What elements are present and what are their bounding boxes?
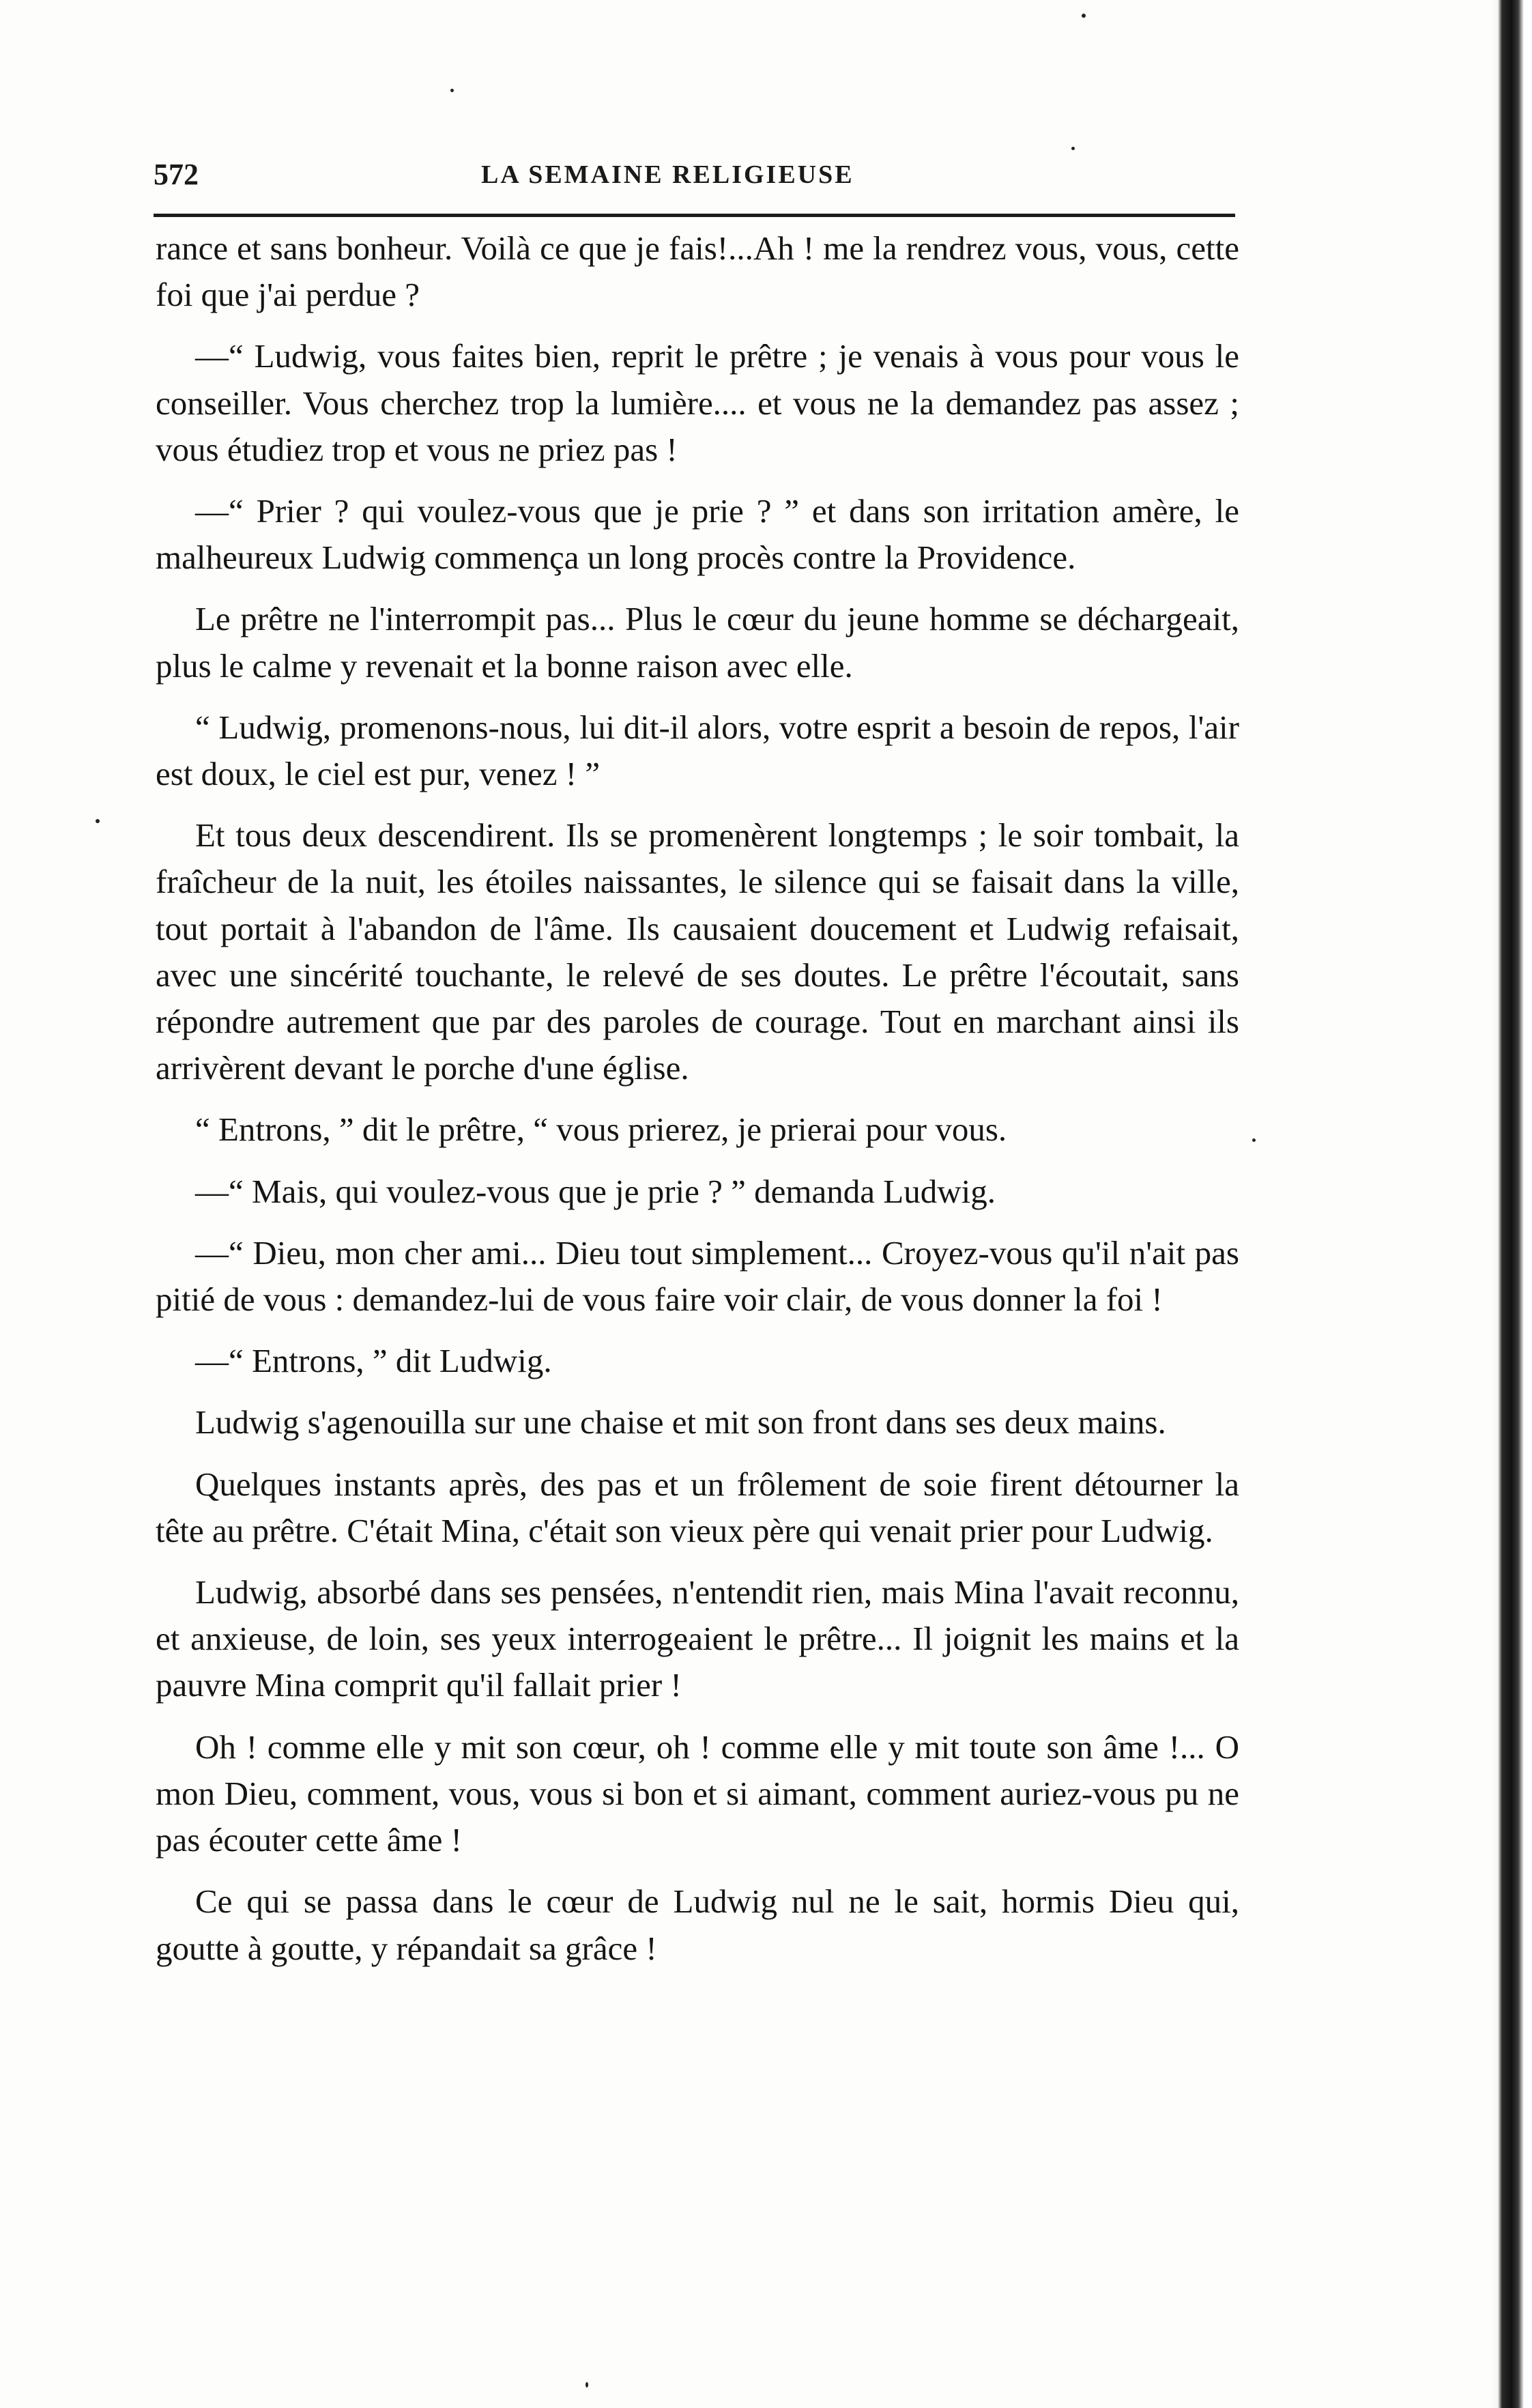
paragraph: —“ Dieu, mon cher ami... Dieu tout simplement... Croyez-vous qu'il n'ait pas pitié de vous : demandez-lui de vous faire voir clair, de vous donner la foi ! [156,1233,1239,1319]
paragraph: Ludwig, absorbé dans ses pensées, n'entendit rien, mais Mina l'avait reconnu, et anxieuse, de loin, ses yeux interrogeaient le prêtre... Il joignit les mains et la pauvre Mina comprit qu'il fallait prier ! [156,1573,1239,1704]
print-speck [450,89,454,92]
paragraph: Ce qui se passa dans le cœur de Ludwig nul ne le sait, hormis Dieu qui, goutte à goutte, y répandait sa grâce ! [156,1882,1239,1967]
page-number: 572 [154,158,199,191]
header-rule [154,214,1235,217]
body-text [156,225,1239,1987]
print-speck [586,2382,588,2388]
paragraph: Quelques instants après, des pas et un frôlement de soie firent détourner la tête au prêtre. C'était Mina, c'était son vieux père qui venait prier pour Ludwig. [156,1465,1239,1549]
print-speck [1071,147,1075,150]
paragraph: rance et sans bonheur. Voilà ce que je fais!...Ah ! me la rendrez vous, vous, cette foi que j'ai perdue ? [156,229,1239,314]
paragraph: —“ Mais, qui voulez-vous que je prie ? ” demanda Ludwig. [195,1172,996,1210]
print-speck [1252,1138,1256,1142]
paragraph: “ Entrons, ” dit le prêtre, “ vous prierez, je prierai pour vous. [195,1110,1007,1149]
paragraph: —“ Entrons, ” dit Ludwig. [195,1342,552,1380]
running-title: LA SEMAINE RELIGIEUSE [481,160,854,189]
print-speck [96,819,100,823]
page-binding-edge [1491,0,1532,2408]
paragraph: Ludwig s'agenouilla sur une chaise et mit son front dans ses deux mains. [195,1403,1166,1442]
paragraph: —“ Ludwig, vous faites bien, reprit le prêtre ; je venais à vous pour vous le conseiller. Vous cherchez trop la lumière.... et vous ne la demandez pas assez ; vous étudiez trop et vous ne priez pas ! [156,337,1239,468]
paragraph: Oh ! comme elle y mit son cœur, oh ! comme elle y mit toute son âme !... O mon Dieu, comment, vous, vous si bon et si aimant, comment auriez-vous pu ne pas écouter cette âme ! [156,1728,1239,1859]
print-speck [1082,14,1086,18]
paragraph: —“ Prier ? qui voulez-vous que je prie ? ” et dans son irritation amère, le malheureux Ludwig commença un long procès contre la Providence. [156,492,1239,577]
paragraph: “ Ludwig, promenons-nous, lui dit-il alors, votre esprit a besoin de repos, l'air est doux, le ciel est pur, venez ! ” [156,708,1239,793]
paragraph: Et tous deux descendirent. Ils se promenèrent longtemps ; le soir tombait, la fraîcheur de la nuit, les étoiles naissantes, le silence qui se faisait dans la ville, tout portait à l'abandon de l'âme. Ils causaient doucement et Ludwig refaisait, avec une sincérité touchante, le relevé de ses doutes. Le prêtre l'écoutait, sans répondre autrement que par des paroles de courage. Tout en marchant ainsi ils arrivèrent devant le porche d'une église. [156,816,1239,1087]
paragraph: Le prêtre ne l'interrompit pas... Plus le cœur du jeune homme se déchargeait, plus le calme y revenait et la bonne raison avec elle. [156,600,1239,685]
page-header [154,145,1239,199]
